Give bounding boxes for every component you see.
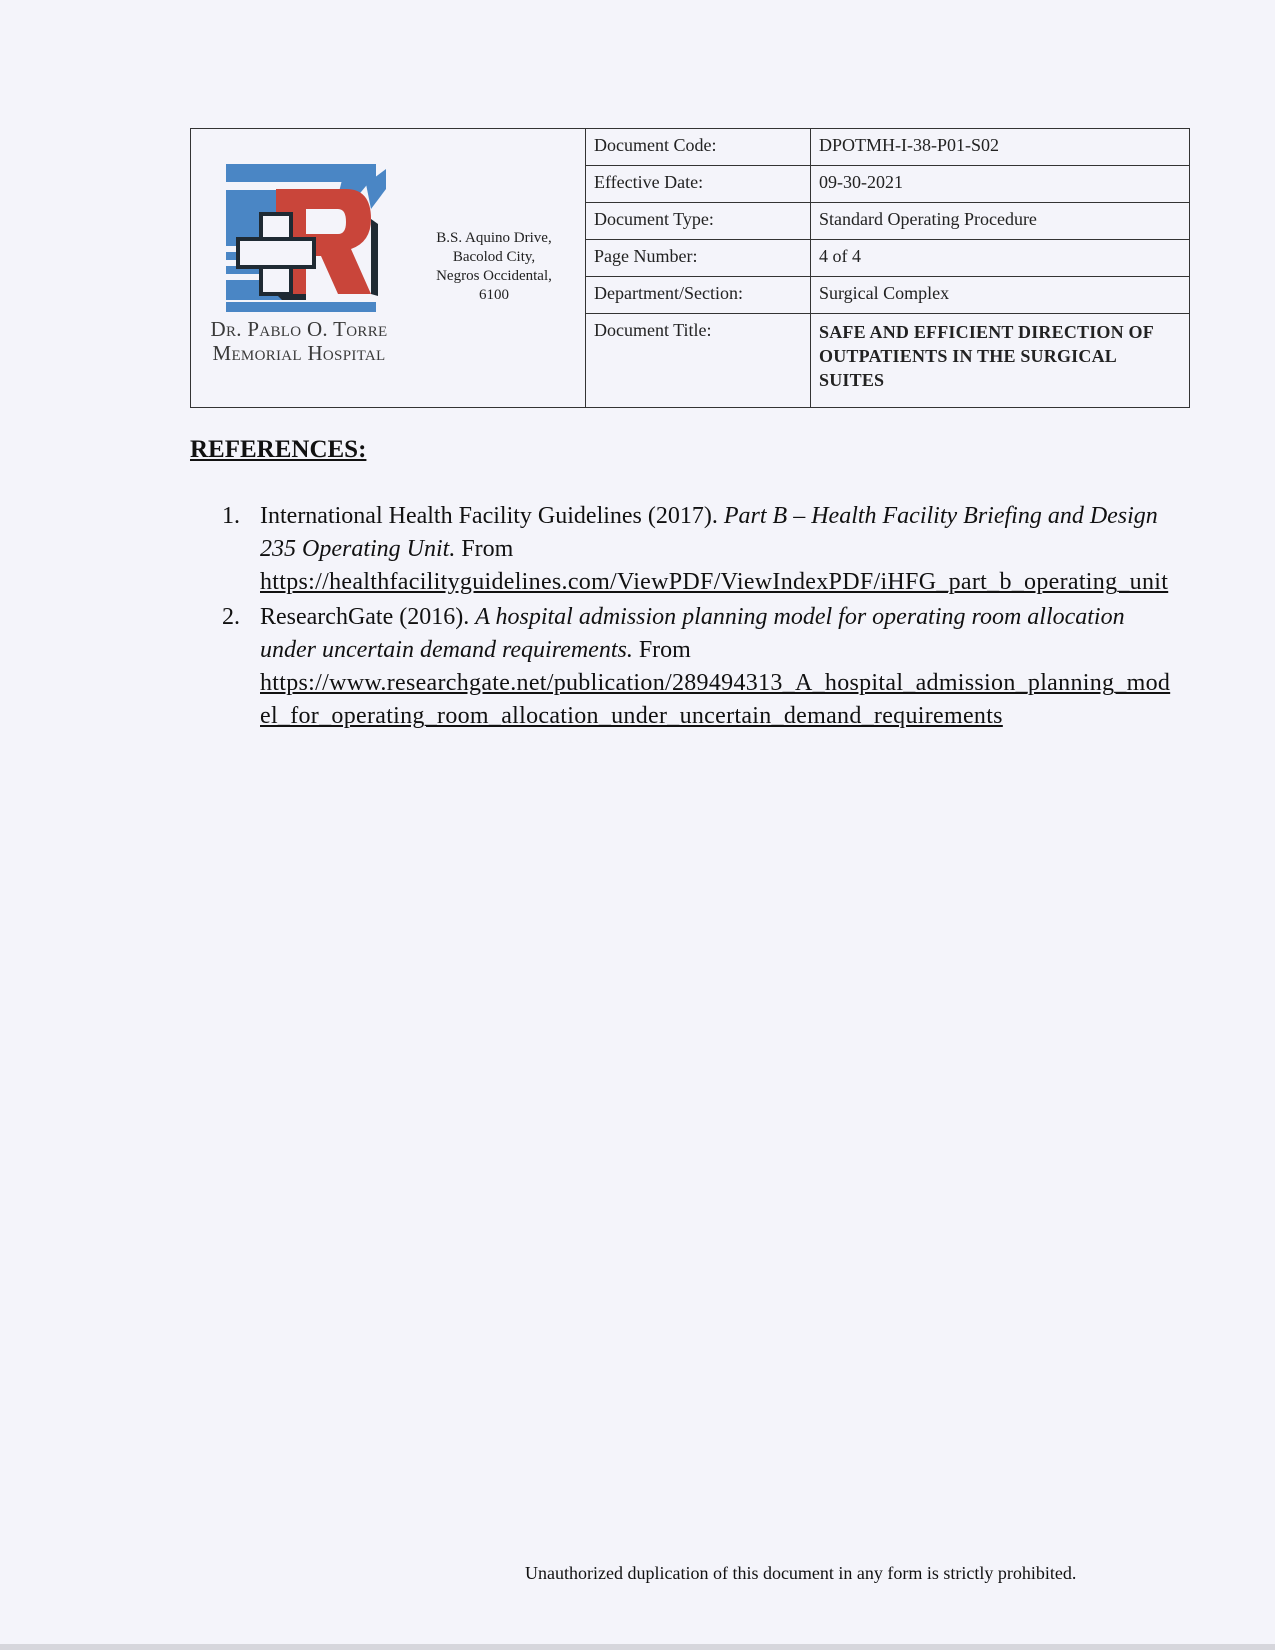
meta-label: Document Type: [586, 203, 811, 240]
hospital-identity [191, 129, 586, 407]
references-heading: REFERENCES: [190, 436, 367, 463]
references-list [220, 500, 1180, 735]
meta-label: Document Code: [586, 129, 811, 166]
meta-value: DPOTMH-I-38-P01-S02 [811, 129, 1191, 166]
meta-label: Effective Date: [586, 166, 811, 203]
reference-from: From [455, 536, 514, 562]
reference-title: A hospital admission planning model for operating room allocation under uncertain demand requirements. [260, 604, 1125, 663]
hospital-address [419, 229, 569, 305]
meta-row-document-type [586, 203, 1190, 240]
meta-label: Page Number: [586, 240, 811, 277]
reference-number: 2. [222, 604, 240, 630]
meta-row-effective-date [586, 166, 1190, 203]
address-line: Bacolod City, [452, 249, 536, 265]
meta-value: 09-30-2021 [811, 166, 1191, 203]
document-meta-table [586, 129, 1190, 408]
page-edge [0, 1644, 1275, 1650]
reference-link[interactable]: https://www.researchgate.net/publication/289494313_A_hospital_admission_planning_model_for_operating_room_allocation_under_uncertain_demand_requirements [260, 670, 1171, 729]
address-line: Negros Occidental, [436, 268, 552, 284]
duplication-notice: Unauthorized duplication of this document in any form is strictly prohibited. [525, 1563, 1077, 1583]
meta-label: Document Title: [586, 314, 811, 409]
meta-value: 4 of 4 [811, 240, 1191, 277]
reference-item [220, 500, 1180, 599]
reference-item [220, 601, 1180, 733]
reference-from: From [632, 637, 691, 663]
document-title: SAFE AND EFFICIENT DIRECTION OF OUTPATIENTS IN THE SURGICAL SUITES [819, 322, 1154, 390]
meta-value: Surgical Complex [811, 277, 1191, 314]
meta-label: Department/Section: [586, 277, 811, 314]
reference-link[interactable]: https://healthfacilityguidelines.com/ViewPDF/ViewIndexPDF/iHFG_part_b_operating_unit [260, 569, 1169, 595]
reference-source: ResearchGate (2016). [260, 604, 476, 630]
reference-source: International Health Facility Guidelines (2017). [260, 503, 724, 529]
hospital-name-line2: Memorial Hospital [212, 341, 386, 365]
meta-value: Standard Operating Procedure [811, 203, 1191, 240]
address-line: 6100 [479, 287, 509, 303]
hospital-name-line1: Dr. Pablo O. Torre [210, 317, 388, 341]
reference-title: Part B – Health Facility Briefing and Design 235 Operating Unit. [260, 503, 1158, 562]
meta-row-document-title [586, 314, 1190, 409]
meta-row-department [586, 277, 1190, 314]
document-header [190, 128, 1190, 408]
address-line: B.S. Aquino Drive, [436, 230, 552, 246]
meta-row-page-number [586, 240, 1190, 277]
hospital-logo-icon [226, 164, 386, 314]
reference-number: 1. [222, 503, 240, 529]
meta-row-document-code [586, 129, 1190, 166]
hospital-name [199, 317, 399, 365]
